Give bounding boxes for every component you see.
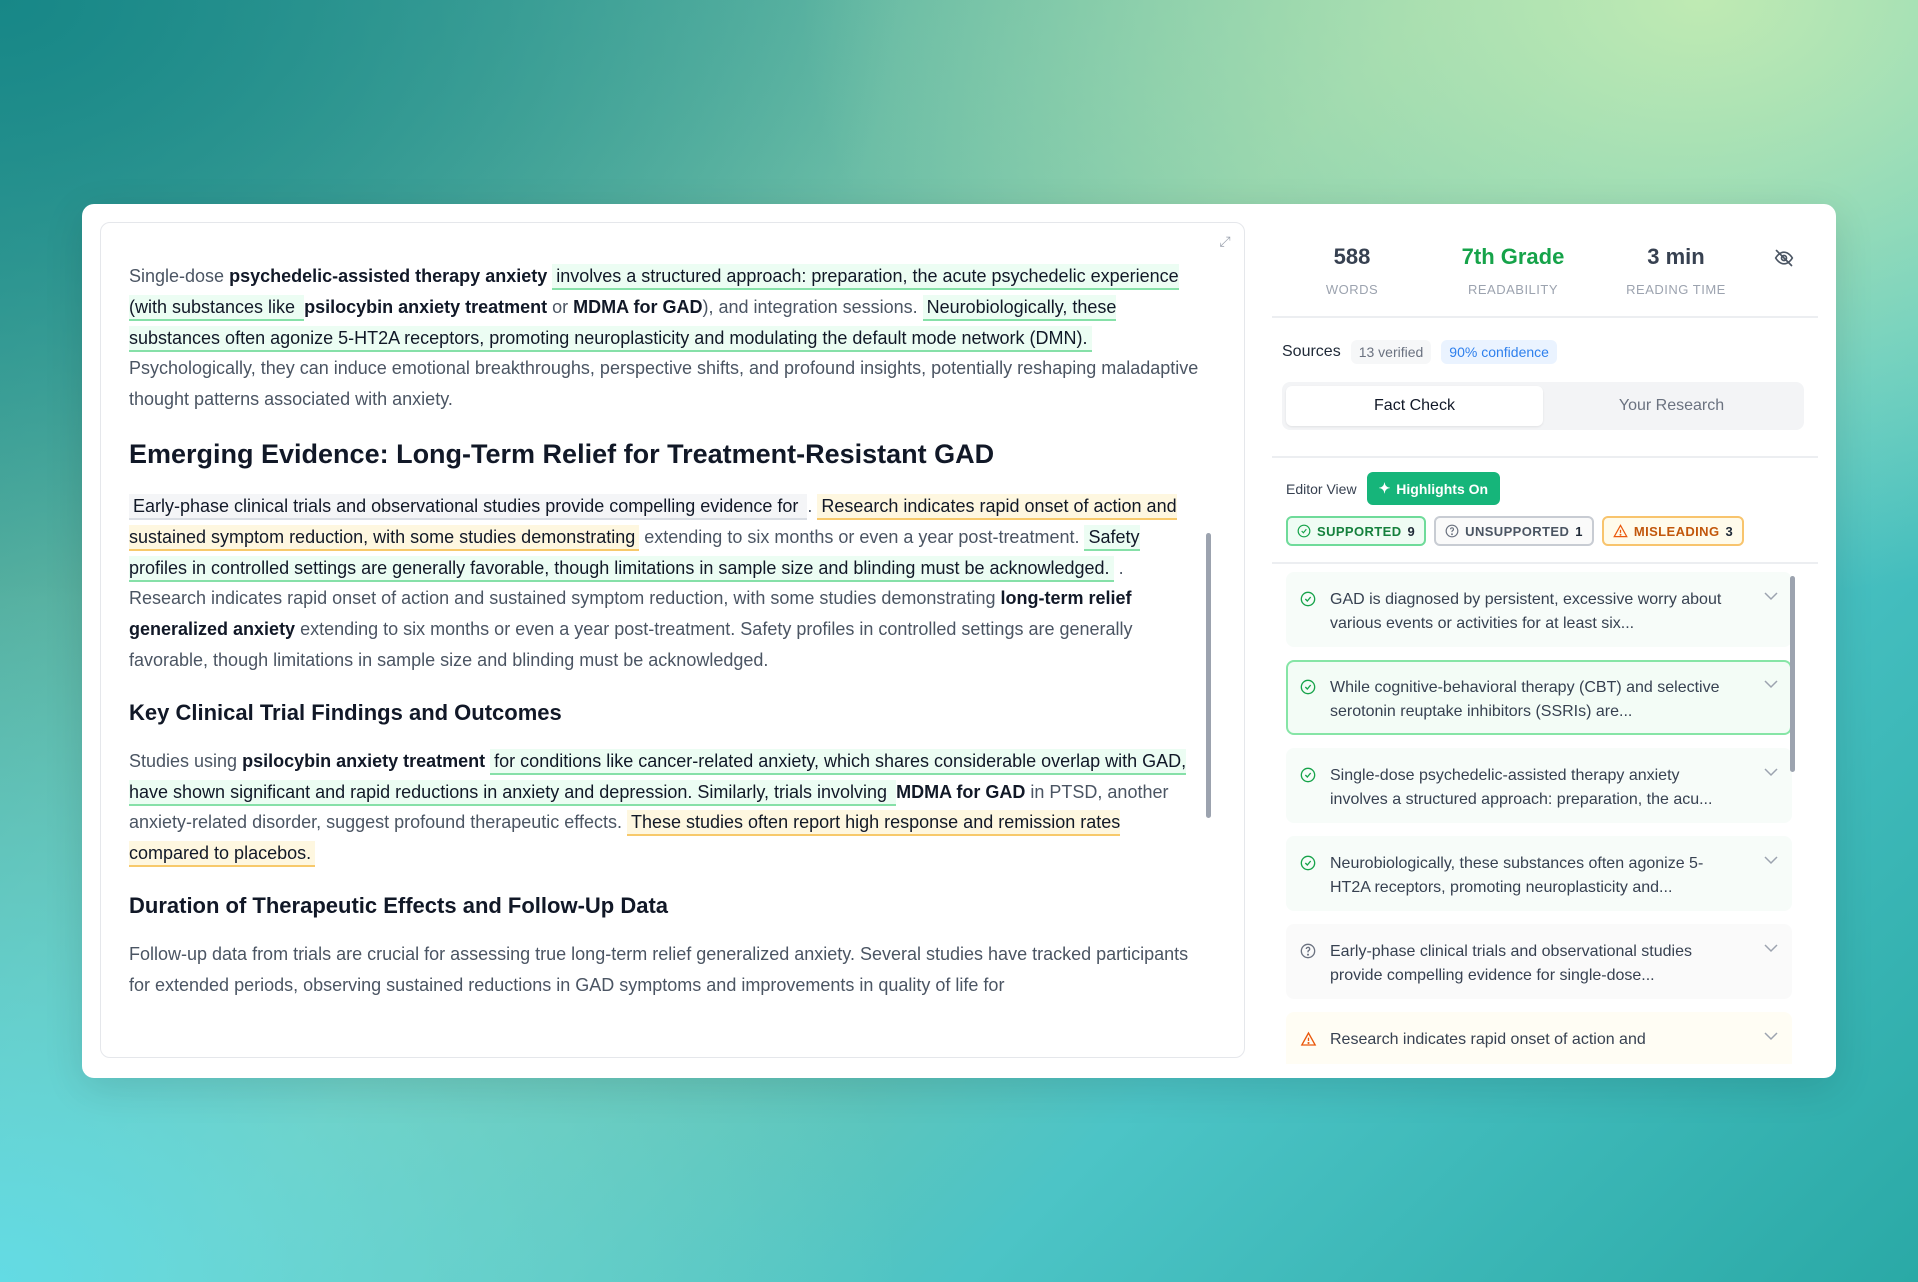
- verified-badge: 13 verified: [1351, 340, 1432, 364]
- check-circle-icon: [1300, 679, 1316, 703]
- claim-item[interactable]: [1286, 660, 1792, 735]
- claim-text: Neurobiologically, these substances often agonize 5-HT2A receptors, promoting neuroplasticity and...: [1330, 855, 1704, 896]
- fact-check-card: [82, 204, 1836, 1078]
- chevron-down-icon[interactable]: [1764, 672, 1778, 696]
- tab-fact-check[interactable]: Fact Check: [1286, 386, 1543, 426]
- highlight-supported[interactable]: Neurobiologically, these substances often agonize 5-HT2A receptors, promoting neuroplasticity and modulating the default mode network (DMN).: [129, 295, 1116, 352]
- text: .: [807, 495, 818, 516]
- chevron-down-icon[interactable]: [1764, 760, 1778, 784]
- question-circle-icon: [1445, 523, 1459, 539]
- paragraph: [129, 746, 1199, 869]
- highlight-supported[interactable]: involves a structured approach: preparation, the acute psychedelic experience (with substances like: [129, 264, 1179, 321]
- keyword: MDMA for GAD: [573, 296, 703, 317]
- chevron-down-icon[interactable]: [1764, 1024, 1778, 1048]
- highlight-supported[interactable]: for conditions like cancer-related anxiety, which shares considerable overlap with GAD, have shown significant and rapid reductions in anxiety and depression. Similarly, trials involving: [129, 749, 1186, 806]
- keyword: psychedelic-assisted therapy anxiety: [229, 266, 548, 286]
- claim-text: GAD is diagnosed by persistent, excessive worry about various events or activities for at least six...: [1330, 591, 1722, 632]
- text: or: [547, 296, 574, 317]
- document-stats: [1272, 244, 1818, 318]
- text: . Research indicates rapid onset of action and sustained symptom reduction, with some studies demonstrating: [129, 557, 1124, 609]
- editor-panel[interactable]: [100, 222, 1245, 1058]
- editor-scrollbar[interactable]: [1206, 533, 1211, 818]
- editor-view-row: [1286, 472, 1500, 505]
- warning-triangle-icon: [1300, 1031, 1317, 1055]
- highlight-unsupported[interactable]: Early-phase clinical trials and observational studies provide compelling evidence for: [129, 494, 807, 520]
- sidebar-tabs: [1282, 382, 1804, 430]
- text: Studies using: [129, 750, 243, 771]
- keyword: psilocybin anxiety treatment: [242, 750, 486, 771]
- confidence-badge: 90% confidence: [1441, 340, 1557, 364]
- section-heading: Emerging Evidence: Long-Term Relief for Treatment-Resistant GAD: [129, 438, 995, 469]
- filter-supported[interactable]: SUPPORTED 9: [1286, 516, 1426, 546]
- claims-list[interactable]: [1286, 572, 1792, 1064]
- tab-your-research[interactable]: Your Research: [1618, 397, 1725, 414]
- paragraph: [129, 261, 1199, 415]
- highlights-toggle-button[interactable]: ✦ Highlights On: [1367, 472, 1501, 505]
- fact-check-sidebar: [1272, 204, 1818, 1078]
- expand-icon[interactable]: ⤢: [1219, 233, 1231, 249]
- claim-text: Research indicates rapid onset of action and: [1330, 1031, 1646, 1048]
- claim-text: Single-dose psychedelic-assisted therapy anxiety involves a structured approach: preparation, the acu...: [1330, 767, 1713, 808]
- filter-unsupported[interactable]: UNSUPPORTED 1: [1434, 516, 1594, 546]
- claim-item[interactable]: [1286, 1012, 1792, 1064]
- paragraph: [129, 939, 1199, 1001]
- check-circle-icon: [1300, 591, 1316, 615]
- chevron-down-icon[interactable]: [1764, 584, 1778, 608]
- claim-text: Early-phase clinical trials and observational studies provide compelling evidence for single-dose...: [1330, 943, 1692, 984]
- highlight-misleading[interactable]: These studies often report high response and remission rates compared to placebos.: [129, 810, 1120, 867]
- editor-view-label: Editor View: [1286, 480, 1357, 497]
- eye-off-icon[interactable]: [1774, 248, 1794, 273]
- paragraph: [129, 491, 1199, 676]
- question-circle-icon: [1300, 943, 1316, 967]
- sources-label: Sources: [1282, 343, 1341, 360]
- highlight-supported[interactable]: Safety profiles in controlled settings are generally favorable, though limitations in sample size and blinding must be acknowledged.: [129, 525, 1140, 582]
- claim-item[interactable]: [1286, 748, 1792, 823]
- chevron-down-icon[interactable]: [1764, 936, 1778, 960]
- claim-item[interactable]: [1286, 572, 1792, 647]
- text: extending to six months or even a year post-treatment.: [639, 526, 1085, 547]
- claim-text: While cognitive-behavioral therapy (CBT) and selective serotonin reuptake inhibitors (SSRIs) are...: [1330, 679, 1720, 720]
- status-filters: [1286, 516, 1744, 546]
- section-heading: Duration of Therapeutic Effects and Follow-Up Data: [129, 892, 669, 918]
- text: in PTSD, another anxiety-related disorder, suggest profound therapeutic effects.: [129, 781, 1169, 833]
- chevron-down-icon[interactable]: [1764, 848, 1778, 872]
- keyword: MDMA for GAD: [896, 781, 1026, 802]
- text: Psychologically, they can induce emotional breakthroughs, perspective shifts, and profound insights, potentially reshaping maladaptive thought patterns associated with anxiety.: [129, 358, 1199, 410]
- claim-item[interactable]: [1286, 836, 1792, 911]
- check-circle-icon: [1300, 767, 1316, 791]
- text: extending to six months or even a year post-treatment. Safety profiles in controlled settings are generally favorable, though limitations in sample size and blinding must be acknowledged.: [129, 619, 1133, 670]
- sources-row: [1282, 340, 1557, 364]
- text: Single-dose: [129, 266, 230, 286]
- stat-reading-time: 3 min READING TIME: [1626, 244, 1726, 297]
- warning-triangle-icon: [1613, 523, 1628, 539]
- document-content[interactable]: [129, 261, 1199, 1023]
- divider: [1272, 456, 1818, 458]
- text: Follow-up data from trials are crucial for assessing true long-term relief generalized anxiety. Several studies have tracked participants for extended periods, observing sustained reductions in GAD symptoms and improvements in quality of life for: [129, 943, 1189, 995]
- sparkles-icon: ✦: [1378, 480, 1391, 496]
- highlight-misleading[interactable]: Research indicates rapid onset of action and sustained symptom reduction, with some studies demonstrating: [129, 494, 1177, 551]
- claim-item[interactable]: [1286, 924, 1792, 999]
- check-circle-icon: [1300, 855, 1316, 879]
- claims-scrollbar[interactable]: [1790, 576, 1795, 772]
- stat-readability: 7th Grade READABILITY: [1461, 244, 1565, 297]
- text: ), and integration sessions.: [702, 296, 923, 317]
- check-circle-icon: [1297, 523, 1311, 539]
- keyword: long-term relief generalized anxiety: [129, 588, 1132, 640]
- section-heading: Key Clinical Trial Findings and Outcomes: [129, 699, 562, 725]
- divider: [1272, 562, 1818, 564]
- filter-misleading[interactable]: MISLEADING 3: [1602, 516, 1744, 546]
- stat-words: 588 WORDS: [1325, 244, 1379, 297]
- keyword: psilocybin anxiety treatment: [304, 296, 548, 317]
